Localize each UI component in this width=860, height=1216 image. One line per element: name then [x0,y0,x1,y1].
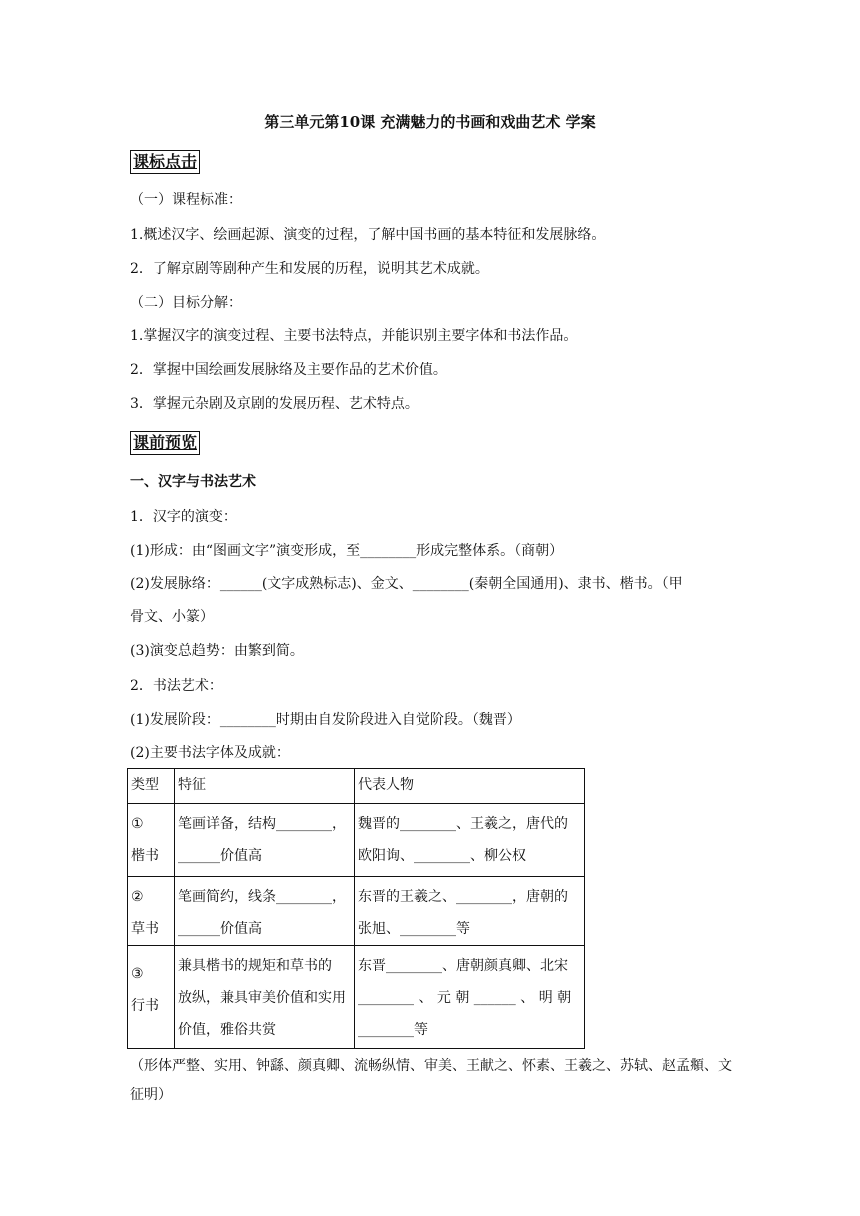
section-heading-standards: 课标点击 [130,150,200,174]
type-number: ③ [131,966,144,982]
standards-line-2: 2．了解京剧等剧种产生和发展的历程，说明其艺术成就。 [130,261,489,277]
goals-line-3: 3．掌握元杂剧及京剧的发展历程、艺术特点。 [130,396,419,412]
people-line: 欧阳询、________、柳公权 [358,848,526,864]
people-line: ________ 、 元 朝 ______ 、 明 朝 [358,990,572,1006]
page-title: 第三单元第10课 充满魅力的书画和戏曲艺术 学案 [264,113,596,131]
feature-line: ______价值高 [178,921,262,937]
type-cell [128,804,175,877]
people-line: 东晋的王羲之、________，唐朝的 [358,889,568,905]
table-header-cell: 类型 [128,769,175,804]
standards-heading-2: （二）目标分解： [130,295,242,311]
feature-cell [175,877,355,946]
table-row [128,804,585,877]
type-name: 行书 [131,998,159,1014]
people-cell [355,804,585,877]
section-heading-preview: 课前预览 [130,431,200,455]
table-header-cell: 特征 [175,769,355,804]
feature-cell [175,946,355,1049]
preview-line: (2)发展脉络：______(文字成熟标志)、金文、________(秦朝全国通用)、隶书、楷书。（甲 [130,576,683,592]
feature-line: 兼具楷书的规矩和草书的 [178,958,332,974]
people-line: 魏晋的________、王羲之，唐代的 [358,816,568,832]
preview-line: 1．汉字的演变： [130,509,237,525]
people-line: ________等 [358,1022,428,1038]
preview-heading: 一、汉字与书法艺术 [130,474,256,490]
table-header-row [128,769,585,804]
type-cell [128,877,175,946]
standards-line-1: 1.概述汉字、绘画起源、演变的过程，了解中国书画的基本特征和发展脉络。 [130,227,606,243]
feature-cell [175,804,355,877]
goals-line-2: 2．掌握中国绘画发展脉络及主要作品的艺术价值。 [130,362,447,378]
table-row [128,877,585,946]
preview-line: 2．书法艺术： [130,678,223,694]
type-cell [128,946,175,1049]
preview-line: 骨文、小篆） [130,609,214,625]
table-header-cell: 代表人物 [355,769,585,804]
people-line: 张旭、________等 [358,921,470,937]
feature-line: 笔画详备，结构________， [178,816,346,832]
goals-line-1: 1.掌握汉字的演变过程、主要书法特点，并能识别主要字体和书法作品。 [130,328,578,344]
type-number: ① [131,816,144,832]
people-cell [355,946,585,1049]
people-cell [355,877,585,946]
feature-line: ______价值高 [178,848,262,864]
type-name: 楷书 [131,848,159,864]
preview-line: (2)主要书法字体及成就： [130,745,290,761]
type-name: 草书 [131,921,159,937]
type-number: ② [131,889,144,905]
preview-line: (1)形成：由“图画文字”演变形成，至________形成完整体系。（商朝） [130,543,564,559]
feature-line: 放纵，兼具审美价值和实用 [178,990,346,1006]
feature-line: 价值，雅俗共赏 [178,1022,276,1038]
calligraphy-table [127,768,585,1049]
preview-line: (1)发展阶段：________时期由自发阶段进入自觉阶段。（魏晋） [130,712,521,728]
table-row [128,946,585,1049]
feature-line: 笔画简约，线条________， [178,889,346,905]
standards-heading-1: （一）课程标准： [130,192,242,208]
answer-key-note: （形体严整、实用、钟繇、颜真卿、流畅纵情、审美、王献之、怀素、王羲之、苏轼、赵孟頫、文征明） [130,1058,732,1103]
people-line: 东晋________、唐朝颜真卿、北宋 [358,958,568,974]
preview-line: (3)演变总趋势：由繁到简。 [130,643,304,659]
